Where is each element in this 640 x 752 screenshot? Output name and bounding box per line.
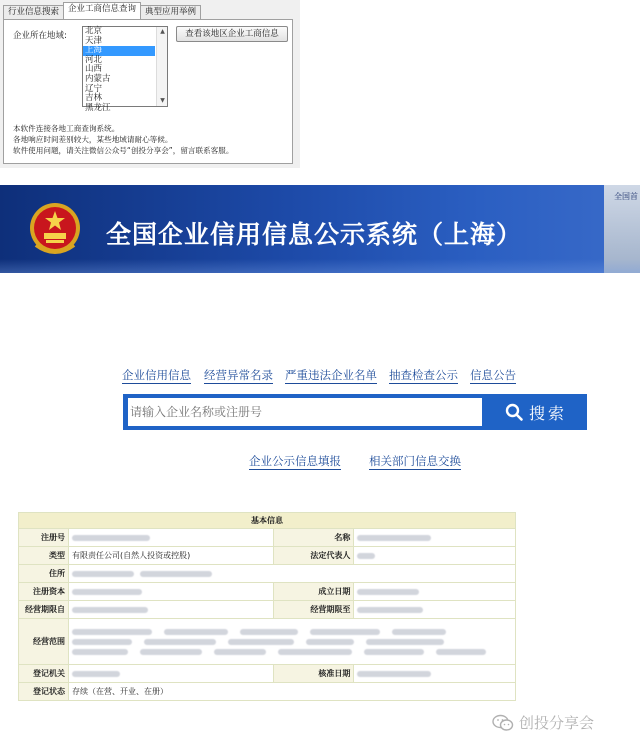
tab-industry-search[interactable]: 行业信息搜索: [3, 5, 64, 19]
region-option-selected[interactable]: 上海: [83, 46, 155, 56]
table-row: [19, 683, 516, 701]
label-reg-no: 注册号: [19, 529, 69, 547]
label-name: 名称: [274, 529, 354, 547]
region-option[interactable]: 辽宁: [85, 83, 103, 94]
tab-typical-examples[interactable]: 典型应用举例: [140, 5, 201, 19]
tab-business-info-query[interactable]: 企业工商信息查询: [63, 2, 141, 19]
portal-nav: [0, 368, 640, 386]
view-region-info-button[interactable]: 查看该地区企业工商信息: [176, 26, 288, 42]
watermark-text: 创投分享会: [519, 714, 595, 732]
nav-link-announcements[interactable]: 信息公告: [470, 368, 516, 382]
nav-link-abnormal-list[interactable]: 经营异常名录: [204, 368, 273, 382]
note-line: 本软件连接各地工商查询系统。: [13, 124, 120, 133]
region-label: 企业所在地域:: [13, 31, 67, 41]
search-button-label: 搜索: [528, 403, 567, 423]
table-row: [19, 619, 516, 665]
label-term-to: 经营期限至: [274, 601, 354, 619]
region-option[interactable]: 黑龙江: [85, 102, 111, 113]
label-approval-date: 核准日期: [274, 665, 354, 683]
banner-corner-text: 全国首: [614, 192, 638, 201]
note-line: 软件使用问题，请关注微信公众号“创投分享会”，留言联系客服。: [13, 146, 234, 155]
region-option[interactable]: 内蒙古: [85, 73, 111, 84]
note-line: 各地响应时间差别较大，某些地域请耐心等候。: [13, 135, 173, 144]
search-button[interactable]: [485, 394, 587, 430]
site-banner: [0, 185, 640, 273]
table-row: [19, 665, 516, 683]
scroll-up-arrow-icon[interactable]: ▲: [160, 28, 165, 35]
value-authority: [69, 665, 274, 683]
tab-panel: [3, 19, 293, 164]
building-image: [604, 185, 640, 273]
search-icon: [505, 403, 523, 421]
nav-link-spot-check[interactable]: 抽查检查公示: [389, 368, 458, 382]
table-row: [19, 529, 516, 547]
region-option[interactable]: 山西: [85, 64, 103, 75]
value-capital: [69, 583, 274, 601]
label-status: 登记状态: [19, 683, 69, 701]
value-status: 存续（在营、开业、在册）: [69, 683, 516, 701]
value-established: [354, 583, 516, 601]
value-approval-date: [354, 665, 516, 683]
label-legal-rep: 法定代表人: [274, 547, 354, 565]
scroll-down-arrow-icon[interactable]: ▼: [160, 97, 165, 104]
region-option[interactable]: 北京: [85, 26, 103, 36]
region-option[interactable]: 河北: [85, 54, 103, 65]
value-term-from: [69, 601, 274, 619]
label-capital: 注册资本: [19, 583, 69, 601]
value-reg-no: [69, 529, 274, 547]
banner-title: 全国企业信用信息公示系统（上海）: [106, 220, 523, 249]
label-address: 住所: [19, 565, 69, 583]
basic-info-title: 基本信息: [19, 513, 516, 529]
search-bar: [123, 394, 587, 430]
nav-link-serious-violation[interactable]: 严重违法企业名单: [285, 368, 377, 382]
region-option[interactable]: 天津: [85, 35, 103, 46]
label-established: 成立日期: [274, 583, 354, 601]
table-row: [19, 547, 516, 565]
region-listbox[interactable]: [82, 26, 168, 113]
notes: [13, 123, 234, 156]
company-search-input[interactable]: [128, 398, 482, 426]
value-address: [69, 565, 516, 583]
label-type: 类型: [19, 547, 69, 565]
wechat-watermark: [492, 712, 594, 733]
value-legal-rep: [354, 547, 516, 565]
value-scope: [69, 619, 516, 665]
table-row: [19, 601, 516, 619]
query-tool-window: [0, 0, 300, 168]
tab-bar: [3, 3, 200, 19]
value-name: [354, 529, 516, 547]
wechat-icon: [492, 714, 514, 732]
value-type: 有限责任公司(自然人投资或控股): [69, 547, 274, 565]
value-term-to: [354, 601, 516, 619]
link-department-info-exchange[interactable]: 相关部门信息交换: [369, 454, 461, 468]
national-emblem-icon: [28, 201, 82, 257]
listbox-scrollbar[interactable]: [156, 27, 167, 106]
table-row: [19, 583, 516, 601]
nav-link-credit-info[interactable]: 企业信用信息: [122, 368, 191, 382]
table-row: [19, 565, 516, 583]
label-scope: 经营范围: [19, 619, 69, 665]
label-authority: 登记机关: [19, 665, 69, 683]
label-term-from: 经营期限自: [19, 601, 69, 619]
basic-info-table: [18, 512, 516, 701]
link-company-disclosure-fill[interactable]: 企业公示信息填报: [249, 454, 341, 468]
region-option[interactable]: 吉林: [85, 93, 103, 104]
